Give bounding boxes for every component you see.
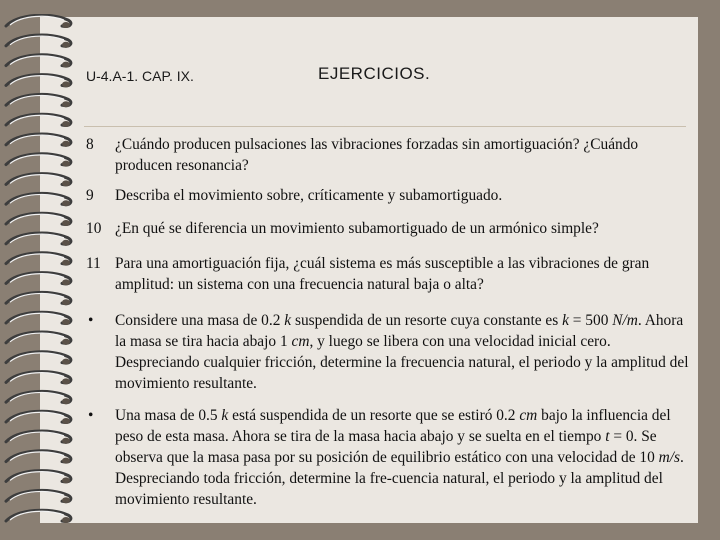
- page-title: EJERCICIOS.: [318, 64, 431, 83]
- question-number: 11: [86, 255, 101, 272]
- question-11: [86, 253, 692, 295]
- divider: [84, 126, 686, 127]
- spiral-binding-icon: [0, 14, 90, 534]
- bullet-marker: •: [88, 312, 94, 329]
- question-text: ¿En qué se diferencia un movimiento subamortiguado de un armónico simple?: [115, 220, 599, 237]
- bullet-marker: •: [88, 407, 94, 424]
- question-number: 9: [86, 187, 94, 204]
- exercise-bullet-1: [86, 310, 692, 394]
- question-9: [86, 185, 692, 206]
- question-number: 10: [86, 220, 102, 237]
- question-number: 8: [86, 136, 94, 153]
- question-text: ¿Cuándo producen pulsaciones las vibraciones forzadas sin amortiguación? ¿Cuándo producen resonancia?: [115, 136, 639, 174]
- question-10: [86, 218, 692, 239]
- chapter-code: U-4.A-1. CAP. IX.: [86, 68, 194, 84]
- exercise-text: Considere una masa de 0.2 k suspendida de un resorte cuya constante es k = 500 N/m. Ahora la masa se tira hacia abajo 1 cm, y luego se libera con una velocidad inicial cero. Despreciando cualquier fricción, determine la frecuencia natural, el periodo y la amplitud del movimiento resultante.: [115, 312, 689, 392]
- exercise-text: Una masa de 0.5 k está suspendida de un resorte que se estiró 0.2 cm bajo la influencia del peso de esta masa. Ahora se tira de la masa hacia abajo y se suelta en el tiempo t = 0. Se observa que la masa pasa por su posición de equilibrio estático con una velocidad de 10 m/s. Despreciando toda fricción, determine la fre-cuencia natural, el periodo y la amplitud del movimiento resultante.: [115, 407, 684, 508]
- question-8: [86, 134, 692, 176]
- exercise-bullet-2: [86, 405, 692, 510]
- question-text: Para una amortiguación fija, ¿cuál sistema es más susceptible a las vibraciones de gran amplitud: un sistema con una frecuencia natural baja o alta?: [115, 255, 650, 293]
- question-text: Describa el movimiento sobre, críticamente y subamortiguado.: [115, 187, 503, 204]
